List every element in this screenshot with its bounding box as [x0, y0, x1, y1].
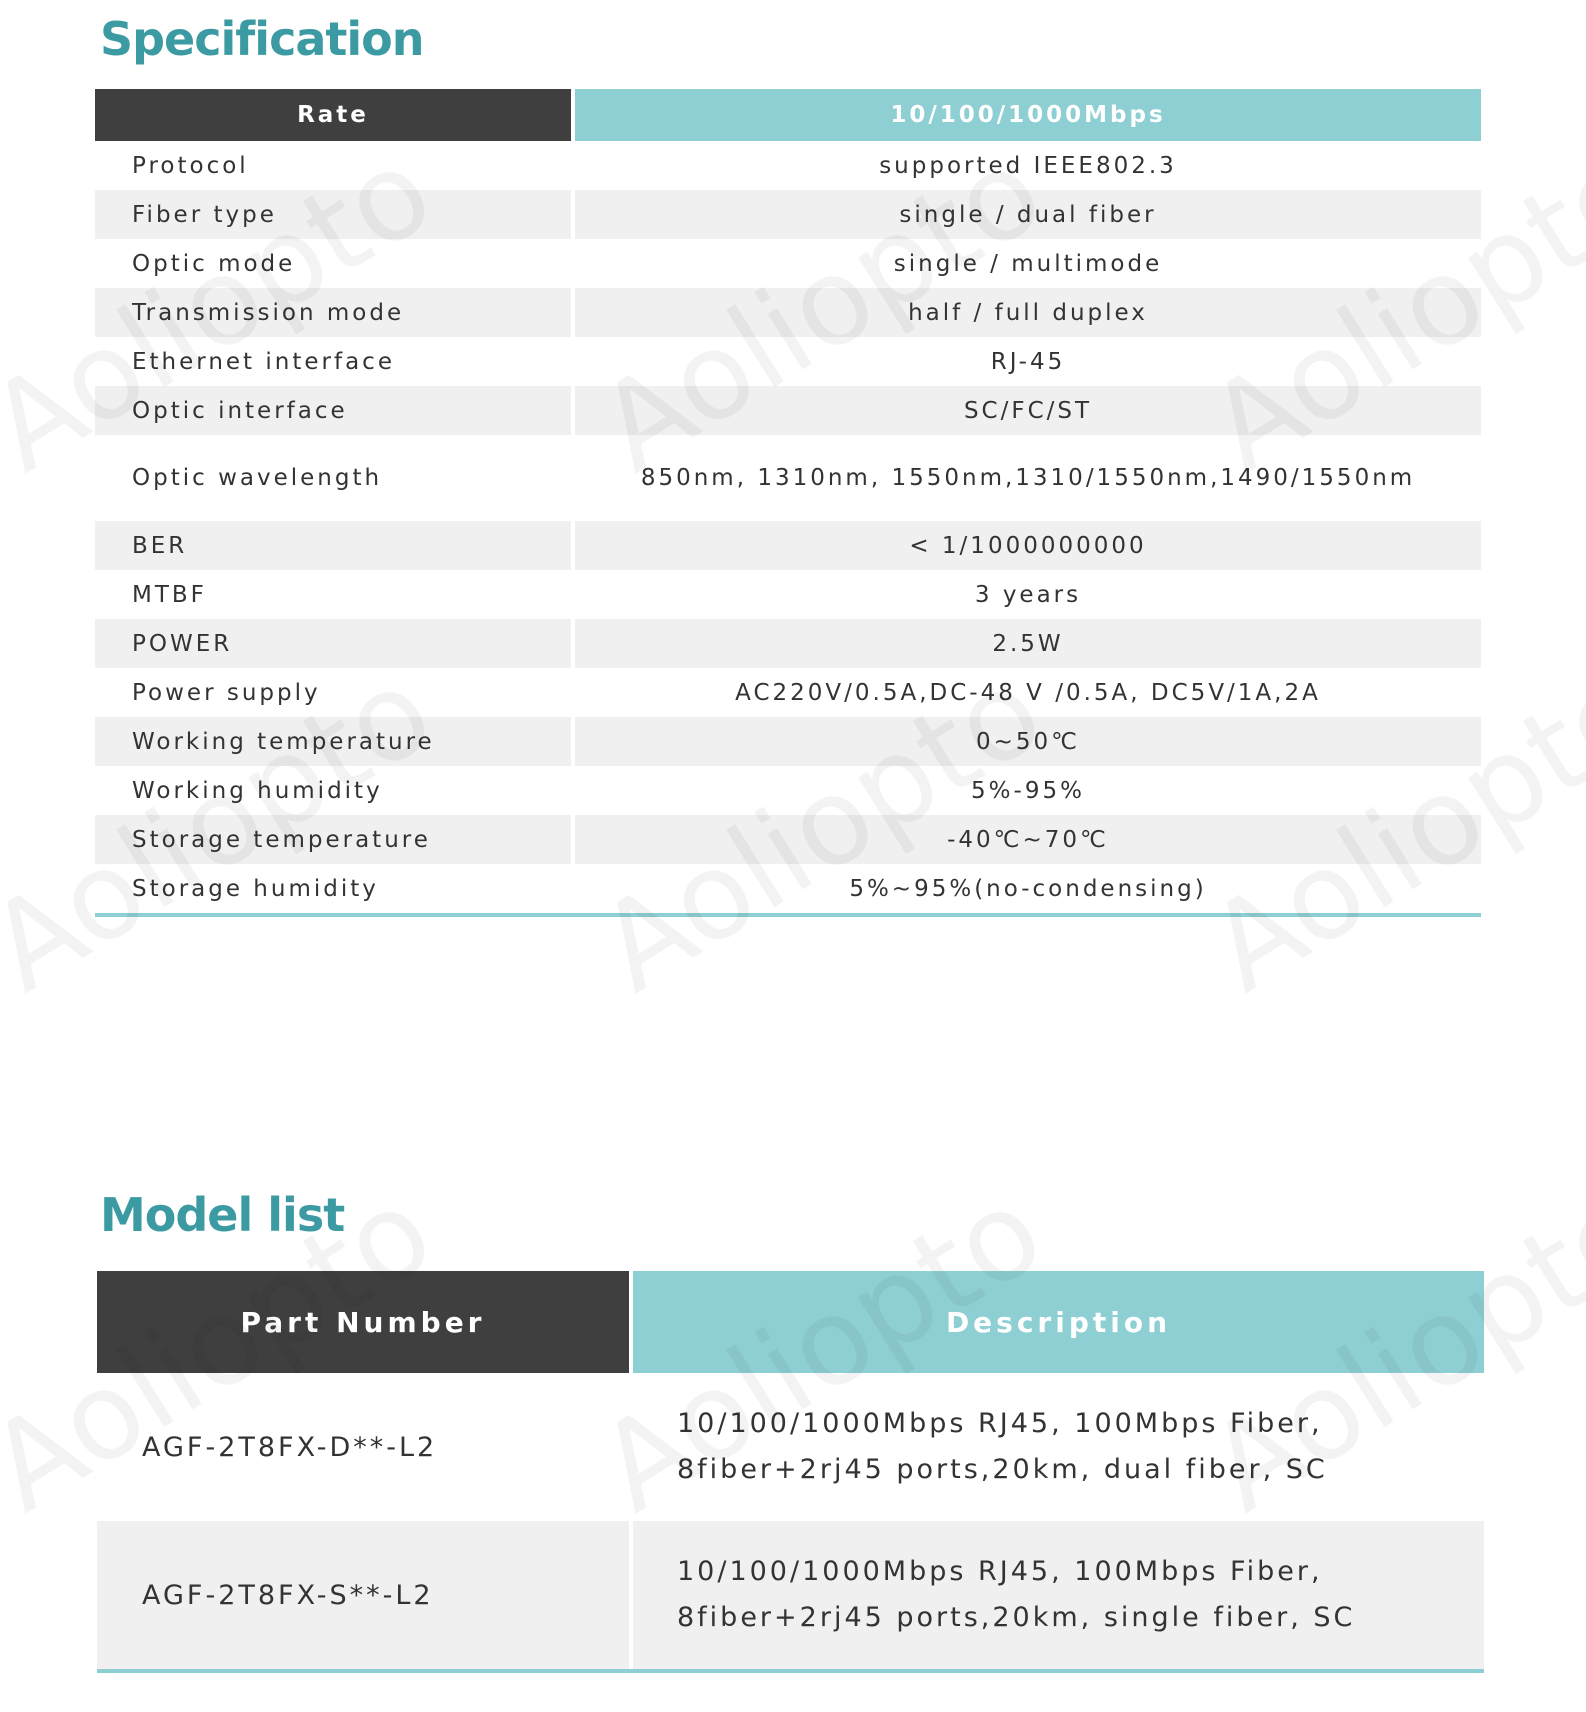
- spec-row: [95, 288, 1481, 337]
- spec-row: [95, 717, 1481, 766]
- spec-row: [95, 337, 1481, 386]
- spec-value: half / full duplex: [575, 288, 1481, 337]
- spec-row: [95, 815, 1481, 864]
- model-header-row: [97, 1271, 1484, 1373]
- spec-label: Fiber type: [95, 190, 575, 239]
- spec-label: POWER: [95, 619, 575, 668]
- spec-row: [95, 619, 1481, 668]
- model-description-line: 8fiber+2rj45 ports,20km, dual fiber, SC: [677, 1454, 1328, 1485]
- spec-label: Working humidity: [95, 766, 575, 815]
- model-row: [97, 1373, 1484, 1521]
- spec-header-row: [95, 89, 1481, 141]
- spec-header-label: Rate: [95, 89, 575, 141]
- spec-label: Working temperature: [95, 717, 575, 766]
- spec-label: Transmission mode: [95, 288, 575, 337]
- spec-label: Storage humidity: [95, 864, 575, 913]
- spec-row: [95, 239, 1481, 288]
- model-description: [633, 1521, 1484, 1669]
- spec-label: Optic wavelength: [95, 435, 575, 521]
- spec-label: Optic mode: [95, 239, 575, 288]
- spec-label: Power supply: [95, 668, 575, 717]
- spec-label: MTBF: [95, 570, 575, 619]
- spec-value: -40℃~70℃: [575, 815, 1481, 864]
- spec-row: [95, 141, 1481, 190]
- spec-header-value: 10/100/1000Mbps: [575, 89, 1481, 141]
- specification-title: Specification: [100, 12, 424, 66]
- spec-value: < 1/1000000000: [575, 521, 1481, 570]
- spec-value: 2.5W: [575, 619, 1481, 668]
- spec-label: Protocol: [95, 141, 575, 190]
- spec-label: BER: [95, 521, 575, 570]
- model-row: [97, 1521, 1484, 1669]
- spec-value: 850nm, 1310nm, 1550nm,1310/1550nm,1490/1550nm: [640, 465, 1416, 491]
- spec-label: Ethernet interface: [95, 337, 575, 386]
- model-header-description: Description: [633, 1271, 1484, 1373]
- spec-row: [95, 668, 1481, 717]
- spec-value: 3 years: [974, 581, 1082, 608]
- spec-value: 0~50℃: [575, 717, 1481, 766]
- model-part-number: AGF-2T8FX-D**-L2: [97, 1373, 633, 1521]
- specification-table: [95, 89, 1481, 917]
- spec-value: single / multimode: [893, 250, 1163, 277]
- spec-value: RJ-45: [990, 348, 1066, 375]
- model-description-line: 10/100/1000Mbps RJ45, 100Mbps Fiber,: [677, 1408, 1323, 1439]
- spec-value: supported IEEE802.3: [879, 152, 1177, 179]
- model-list-table: [97, 1271, 1484, 1673]
- model-header-part-number: Part Number: [97, 1271, 633, 1373]
- spec-row: [95, 766, 1481, 815]
- model-list-title: Model list: [100, 1188, 345, 1242]
- spec-row: [95, 386, 1481, 435]
- spec-row: [95, 570, 1481, 619]
- spec-label: Optic interface: [95, 386, 575, 435]
- model-description-line: 10/100/1000Mbps RJ45, 100Mbps Fiber,: [677, 1556, 1323, 1587]
- model-description: [633, 1373, 1484, 1521]
- spec-value: single / dual fiber: [575, 190, 1481, 239]
- spec-row: [95, 864, 1481, 913]
- spec-value: 5%-95%: [971, 777, 1085, 804]
- spec-value: SC/FC/ST: [575, 386, 1481, 435]
- spec-row: [95, 521, 1481, 570]
- model-part-number: AGF-2T8FX-S**-L2: [97, 1521, 633, 1669]
- spec-value: 5%~95%(no-condensing): [849, 875, 1207, 902]
- model-description-line: 8fiber+2rj45 ports,20km, single fiber, SC: [677, 1602, 1356, 1633]
- spec-label: Storage temperature: [95, 815, 575, 864]
- spec-value: AC220V/0.5A,DC-48 V /0.5A, DC5V/1A,2A: [735, 679, 1321, 706]
- spec-row: [95, 435, 1481, 521]
- spec-row: [95, 190, 1481, 239]
